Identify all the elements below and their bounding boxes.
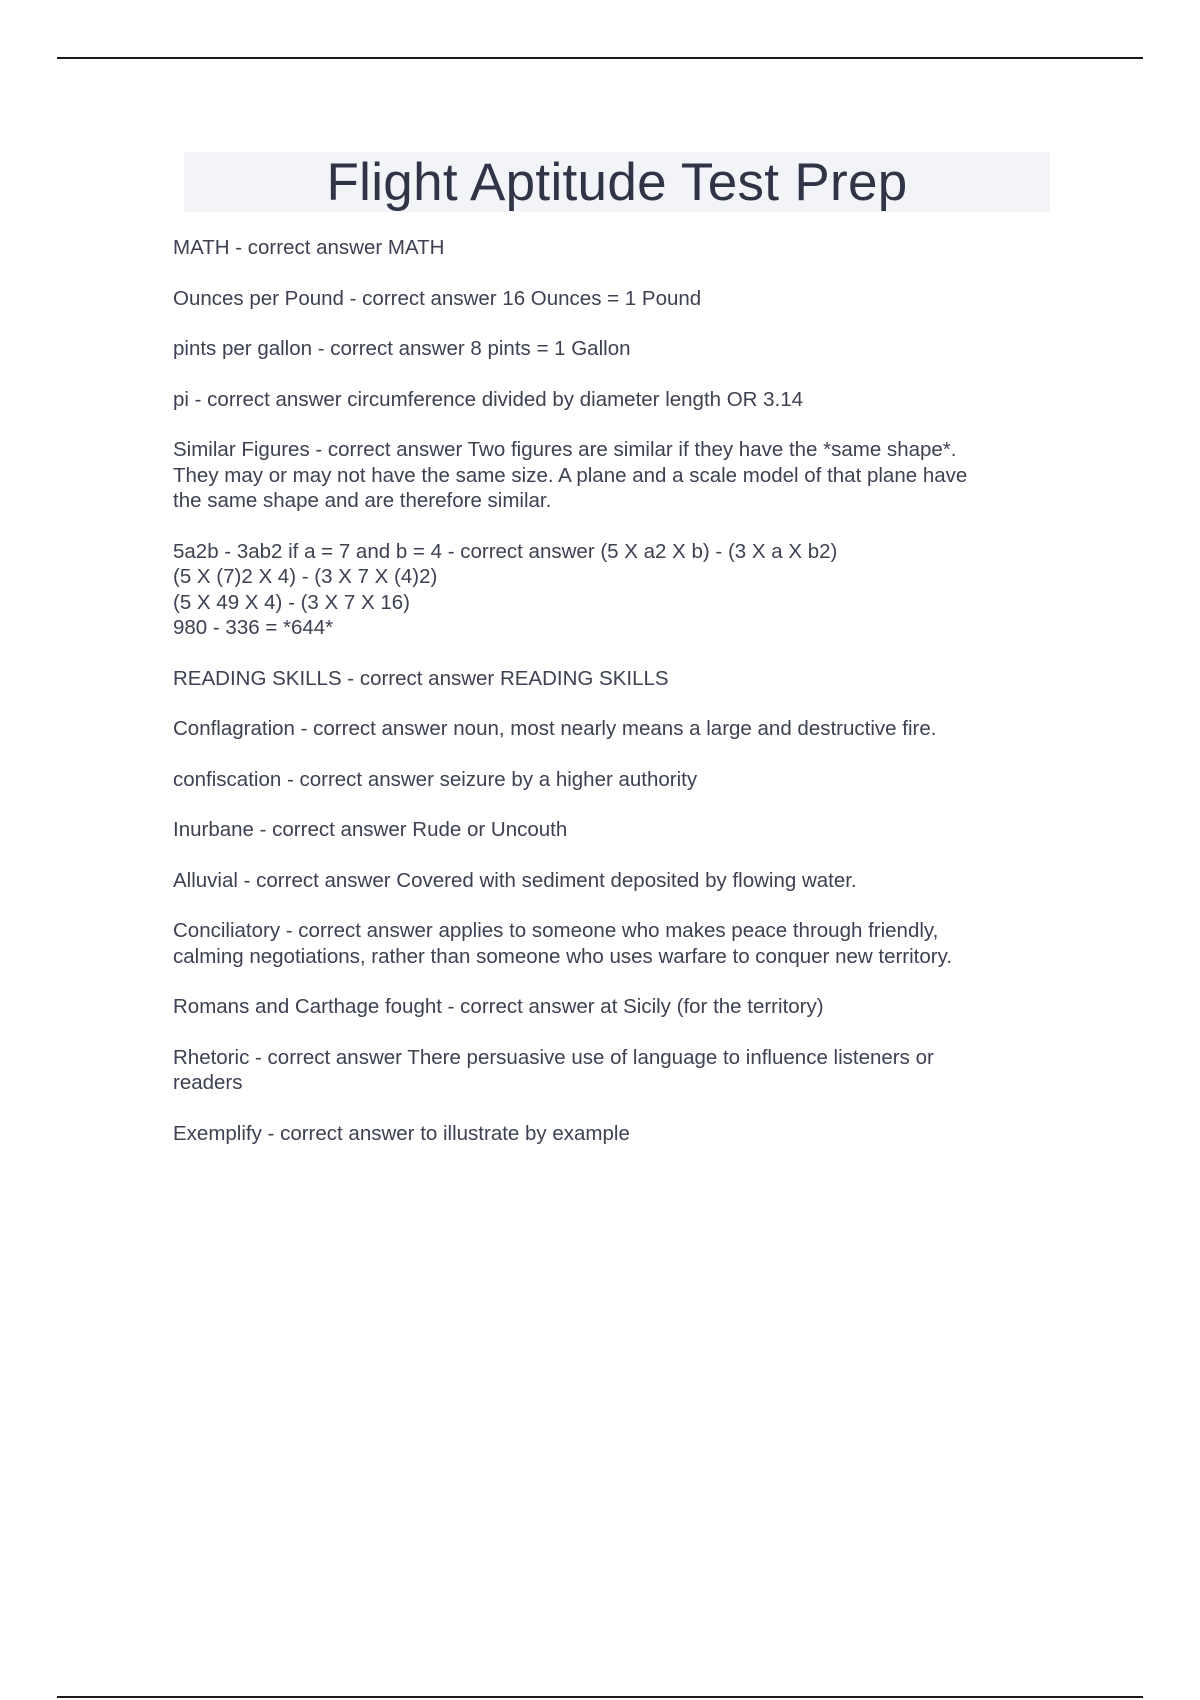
bottom-divider	[57, 1696, 1143, 1698]
flashcard-entry: confiscation - correct answer seizure by a higher authority	[173, 767, 698, 791]
top-divider	[57, 57, 1143, 59]
flashcard-entry: Romans and Carthage fought - correct answer at Sicily (for the territory)	[173, 995, 824, 1018]
flashcard-entry: Exemplify - correct answer to illustrate by example	[173, 1121, 630, 1145]
flashcard-entry: Ounces per Pound - correct answer 16 Ounces = 1 Pound	[173, 286, 702, 310]
flashcard-entry: Rhetoric - correct answer There persuasive use of language to influence listeners or readers	[173, 1045, 934, 1094]
flashcard-entry: pi - correct answer circumference divided by diameter length OR 3.14	[173, 387, 804, 411]
flashcard-entry: READING SKILLS - correct answer READING SKILLS	[173, 666, 669, 690]
document-title: Flight Aptitude Test Prep	[326, 153, 908, 212]
flashcard-entry: Conciliatory - correct answer applies to someone who makes peace through friendly, calming negotiations, rather than someone who uses warfare to conquer new territory.	[173, 919, 953, 968]
flashcard-list	[173, 235, 1053, 1171]
flashcard-entry: MATH - correct answer MATH	[173, 236, 445, 259]
flashcard-entry: Conflagration - correct answer noun, most nearly means a large and destructive fire.	[173, 717, 937, 740]
flashcard-entry: 5a2b - 3ab2 if a = 7 and b = 4 - correct answer (5 X a2 X b) - (3 X a X b2) (5 X (7)2 X 4) - (3 X 7 X (4)2) (5 X 49 X 4) - (3 X 7 X 16) 980 - 336 = *644*	[173, 539, 838, 639]
flashcard-entry: Alluvial - correct answer Covered with sediment deposited by flowing water.	[173, 868, 857, 892]
flashcard-entry: pints per gallon - correct answer 8 pints = 1 Gallon	[173, 337, 631, 360]
flashcard-entry: Similar Figures - correct answer Two figures are similar if they have the *same shape*. They may or may not have the same size. A plane and a scale model of that plane have the same shape and are therefore similar.	[173, 438, 968, 512]
flashcard-entry: Inurbane - correct answer Rude or Uncouth	[173, 818, 568, 841]
